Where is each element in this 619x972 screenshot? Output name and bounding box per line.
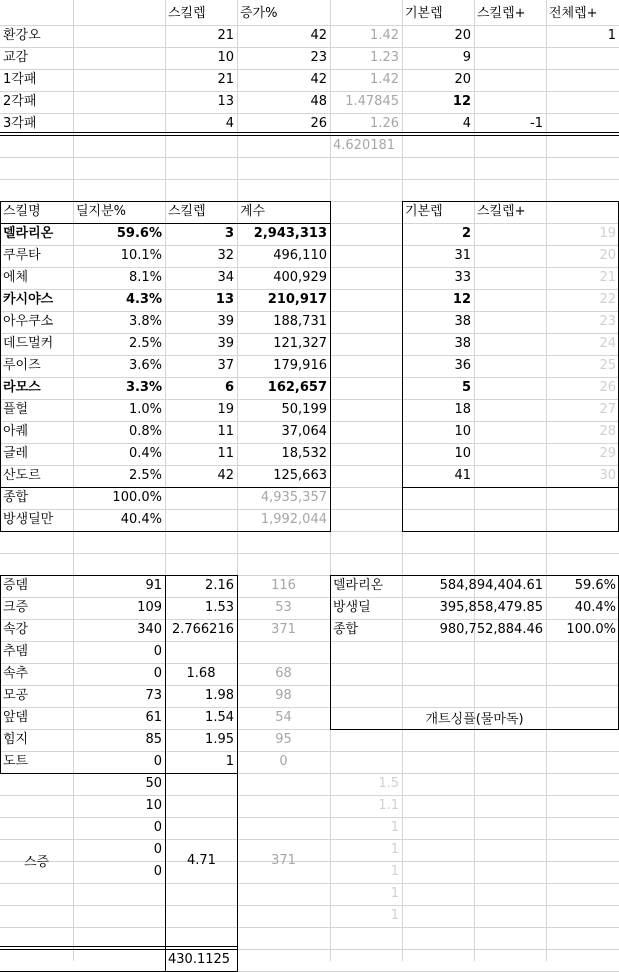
- cell-r20-f[interactable]: 10: [454, 446, 471, 461]
- cell-r30-a[interactable]: 속추: [3, 666, 29, 681]
- cell-r38-b[interactable]: 0: [153, 842, 162, 857]
- chudem-value-text: 68: [275, 665, 292, 681]
- cell-r16-d[interactable]: 179,916: [273, 358, 327, 373]
- cell-r13-f[interactable]: 12: [452, 292, 471, 307]
- cell-r33-d[interactable]: 95: [275, 732, 292, 747]
- cell-r18-d[interactable]: 50,199: [281, 402, 327, 417]
- cell-r15-d[interactable]: 121,327: [273, 336, 327, 351]
- cell-r26-a[interactable]: 증뎀: [3, 578, 29, 593]
- cell-r5-e[interactable]: 1.26: [370, 116, 399, 131]
- cell-r16-c[interactable]: 37: [217, 358, 234, 373]
- cell-r4-a[interactable]: 2각패: [3, 94, 37, 109]
- cell-r34-a[interactable]: 도트: [3, 754, 29, 769]
- cell-r14-h[interactable]: 23: [599, 314, 616, 329]
- cell-r27-b[interactable]: 109: [137, 600, 162, 615]
- cell-r36-b[interactable]: 10: [145, 798, 162, 813]
- cell-r20-c[interactable]: 11: [217, 446, 234, 461]
- cell-r12-f[interactable]: 33: [454, 270, 471, 285]
- cell-r27-e[interactable]: 방생딜: [333, 600, 371, 615]
- cell-r37-b[interactable]: 0: [153, 820, 162, 835]
- cell-r1-h[interactable]: 1: [607, 28, 616, 43]
- cell-r34-c[interactable]: 1: [225, 754, 234, 769]
- cell-r31-d[interactable]: 98: [275, 688, 292, 703]
- cell-r1-c[interactable]: 21: [217, 28, 234, 43]
- cell-r21-f[interactable]: 41: [454, 468, 471, 483]
- cell-r19-c[interactable]: 11: [217, 424, 234, 439]
- cell-r15-b[interactable]: 2.5%: [128, 336, 162, 351]
- cell-r3-e[interactable]: 1.42: [370, 72, 399, 87]
- cell-r21-b[interactable]: 2.5%: [128, 468, 162, 483]
- cell-r14-c[interactable]: 39: [217, 314, 234, 329]
- cell-r20-b[interactable]: 0.4%: [128, 446, 162, 461]
- cell-r5-a[interactable]: 3각패: [3, 116, 37, 131]
- cell-r19-a[interactable]: 아퀘: [3, 424, 29, 439]
- cell-r9-c[interactable]: 스킬렙: [168, 204, 206, 219]
- cell-r0-h[interactable]: 전체렙+: [549, 6, 598, 21]
- note-text: 개트싱플(물마독): [425, 711, 524, 727]
- cell-r21-h[interactable]: 30: [599, 468, 616, 483]
- cell-r2-e[interactable]: 1.23: [370, 50, 399, 65]
- cell-r11-b[interactable]: 10.1%: [120, 248, 162, 263]
- cell-r38-e[interactable]: 1: [390, 842, 399, 857]
- cell-r31-c[interactable]: 1.98: [205, 688, 234, 703]
- cell-r4-c[interactable]: 13: [217, 94, 234, 109]
- cell-r2-c[interactable]: 10: [217, 50, 234, 65]
- cell-r34-d[interactable]: 0: [279, 754, 288, 769]
- cell-note[interactable]: [330, 695, 619, 739]
- cell-r15-f[interactable]: 38: [454, 336, 471, 351]
- cell-r28-e[interactable]: 종합: [333, 622, 359, 637]
- cell-r27-fg[interactable]: 395,858,479.85: [439, 600, 543, 615]
- cell-r39-b[interactable]: 0: [153, 864, 162, 879]
- cell-r1-a[interactable]: 환강오: [3, 28, 41, 43]
- cell-r11-h[interactable]: 20: [599, 248, 616, 263]
- cell-r33-a[interactable]: 힘지: [3, 732, 29, 747]
- cell-r12-a[interactable]: 에체: [3, 270, 29, 285]
- stat-label-text: 스증: [23, 854, 50, 870]
- cell-r32-a[interactable]: 앞뎀: [3, 710, 29, 725]
- cell-r13-h[interactable]: 22: [599, 292, 616, 307]
- cell-r31-a[interactable]: 모공: [3, 688, 29, 703]
- cell-r16-a[interactable]: 루이즈: [3, 358, 41, 373]
- cell-r26-h[interactable]: 59.6%: [574, 578, 616, 593]
- cell-r1-e[interactable]: 1.42: [370, 28, 399, 43]
- cell-r5-d[interactable]: 26: [310, 116, 327, 131]
- cell-r0-c[interactable]: 스킬렙: [168, 6, 206, 21]
- cell-r12-b[interactable]: 8.1%: [128, 270, 162, 285]
- cell-r28-b[interactable]: 340: [137, 622, 162, 637]
- cell-r9-g[interactable]: 스킬렙+: [477, 204, 526, 219]
- cell-r3-f[interactable]: 20: [454, 72, 471, 87]
- cell-r18-b[interactable]: 1.0%: [128, 402, 162, 417]
- cell-r11-c[interactable]: 32: [217, 248, 234, 263]
- cell-r16-b[interactable]: 3.6%: [128, 358, 162, 373]
- cell-r2-a[interactable]: 교감: [3, 50, 29, 65]
- cell-r17-a[interactable]: 라모스: [3, 380, 41, 395]
- cell-r33-c[interactable]: 1.95: [205, 732, 234, 747]
- cell-r0-f[interactable]: 기본렙: [405, 6, 443, 21]
- cell-r16-h[interactable]: 25: [599, 358, 616, 373]
- cell-r10-d[interactable]: 2,943,313: [253, 226, 327, 241]
- cell-r18-f[interactable]: 18: [454, 402, 471, 417]
- cell-r37-e[interactable]: 1: [390, 820, 399, 835]
- cell-r9-d[interactable]: 계수: [240, 204, 266, 219]
- cell-r23-a[interactable]: 방생딜만: [3, 512, 54, 527]
- stat-value-text: 371: [271, 852, 296, 868]
- cell-r17-b[interactable]: 3.3%: [125, 380, 162, 395]
- cell-r39-e[interactable]: 1: [390, 864, 399, 879]
- cell-r21-a[interactable]: 산도르: [3, 468, 41, 483]
- cell-stat-multiplier[interactable]: [165, 783, 237, 937]
- cell-r20-d[interactable]: 18,532: [281, 446, 327, 461]
- cell-r27-a[interactable]: 크증: [3, 600, 29, 615]
- cell-r5-g[interactable]: -1: [530, 116, 543, 131]
- cell-r35-e[interactable]: 1.5: [378, 776, 399, 791]
- cell-r35-b[interactable]: 50: [145, 776, 162, 791]
- cell-r19-h[interactable]: 28: [599, 424, 616, 439]
- cell-r9-a[interactable]: 스킬명: [3, 204, 41, 219]
- cell-r21-d[interactable]: 125,663: [273, 468, 327, 483]
- cell-r28-a[interactable]: 속강: [3, 622, 29, 637]
- cell-r19-b[interactable]: 0.8%: [128, 424, 162, 439]
- cell-r13-b[interactable]: 4.3%: [125, 292, 162, 307]
- cell-r26-c[interactable]: 2.16: [205, 578, 234, 593]
- cell-r18-a[interactable]: 플헐: [3, 402, 29, 417]
- cell-r3-c[interactable]: 21: [217, 72, 234, 87]
- cell-r17-c[interactable]: 6: [224, 380, 234, 395]
- cell-r14-a[interactable]: 아우쿠소: [3, 314, 54, 329]
- cell-r6-e[interactable]: 4.620181: [333, 138, 396, 153]
- cell-r9-f[interactable]: 기본렙: [405, 204, 443, 219]
- cell-r10-h[interactable]: 19: [599, 226, 616, 241]
- cell-r40-e[interactable]: 1: [390, 886, 399, 901]
- cell-r22-b[interactable]: 100.0%: [112, 490, 162, 505]
- cell-r28-c[interactable]: 2.766216: [171, 622, 234, 637]
- cell-r28-fg[interactable]: 980,752,884.46: [439, 622, 543, 637]
- stat-multiplier-text: 4.71: [187, 852, 216, 868]
- cell-r4-e[interactable]: 1.47845: [345, 94, 399, 109]
- cell-r23-b[interactable]: 40.4%: [120, 512, 162, 527]
- cell-r17-d[interactable]: 162,657: [267, 380, 327, 395]
- cell-r27-c[interactable]: 1.53: [205, 600, 234, 615]
- cell-r18-c[interactable]: 19: [217, 402, 234, 417]
- cell-r36-e[interactable]: 1.1: [378, 798, 399, 813]
- cell-r10-a[interactable]: 델라리온: [3, 226, 54, 241]
- cell-r2-f[interactable]: 9: [462, 50, 471, 65]
- cell-r33-b[interactable]: 85: [145, 732, 162, 747]
- cell-r14-d[interactable]: 188,731: [273, 314, 327, 329]
- cell-r0-d[interactable]: 증가%: [240, 6, 278, 21]
- cell-r5-f[interactable]: 4: [462, 116, 471, 131]
- cell-r21-c[interactable]: 42: [217, 468, 234, 483]
- cell-r34-b[interactable]: 0: [153, 754, 162, 769]
- cell-r4-f[interactable]: 12: [452, 94, 471, 109]
- cell-r11-d[interactable]: 496,110: [273, 248, 327, 263]
- cell-r3-d[interactable]: 42: [310, 72, 327, 87]
- cell-r11-a[interactable]: 쿠루타: [3, 248, 41, 263]
- cell-r27-h[interactable]: 40.4%: [574, 600, 616, 615]
- cell-r14-b[interactable]: 3.8%: [128, 314, 162, 329]
- cell-r26-d[interactable]: 116: [271, 578, 296, 593]
- cell-r13-a[interactable]: 카시야스: [3, 292, 54, 307]
- cell-r20-a[interactable]: 글레: [3, 446, 29, 461]
- cell-r22-d[interactable]: 4,935,357: [260, 490, 327, 505]
- cell-r1-f[interactable]: 20: [454, 28, 471, 43]
- cell-r29-a[interactable]: 추뎀: [3, 644, 29, 659]
- cell-chudem-multiplier[interactable]: [165, 651, 237, 695]
- cell-r15-c[interactable]: 39: [217, 336, 234, 351]
- cell-r26-b[interactable]: 91: [145, 578, 162, 593]
- cell-r19-d[interactable]: 37,064: [281, 424, 327, 439]
- cell-r26-fg[interactable]: 584,894,404.61: [439, 578, 543, 593]
- cell-r30-b[interactable]: 0: [153, 666, 162, 681]
- cell-r1-d[interactable]: 42: [310, 28, 327, 43]
- cell-r41-e[interactable]: 1: [390, 908, 399, 923]
- cell-r12-d[interactable]: 400,929: [273, 270, 327, 285]
- cell-r17-h[interactable]: 26: [599, 380, 616, 395]
- cell-r32-b[interactable]: 61: [145, 710, 162, 725]
- cell-r15-a[interactable]: 데드멀커: [3, 336, 54, 351]
- cell-r26-e[interactable]: 델라리온: [333, 578, 384, 593]
- cell-r22-a[interactable]: 종합: [3, 490, 29, 505]
- cell-r32-d[interactable]: 54: [275, 710, 292, 725]
- cell-r5-c[interactable]: 4: [225, 116, 234, 131]
- cell-r10-b[interactable]: 59.6%: [116, 226, 162, 241]
- cell-r19-f[interactable]: 10: [454, 424, 471, 439]
- cell-r2-d[interactable]: 23: [310, 50, 327, 65]
- cell-r23-d[interactable]: 1,992,044: [260, 512, 327, 527]
- cell-r29-b[interactable]: 0: [153, 644, 162, 659]
- cell-r28-d[interactable]: 371: [271, 622, 296, 637]
- cell-r20-h[interactable]: 29: [599, 446, 616, 461]
- cell-r27-d[interactable]: 53: [275, 600, 292, 615]
- cell-r0-g[interactable]: 스킬렙+: [477, 6, 526, 21]
- cell-r10-c[interactable]: 3: [224, 226, 234, 241]
- cell-r32-c[interactable]: 1.54: [205, 710, 234, 725]
- cell-chudem-value[interactable]: [237, 651, 330, 695]
- cell-r10-f[interactable]: 2: [461, 226, 471, 241]
- cell-stat-value[interactable]: [237, 783, 330, 937]
- cell-r9-b[interactable]: 딜지분%: [76, 204, 127, 219]
- cell-r13-d[interactable]: 210,917: [267, 292, 327, 307]
- cell-r11-f[interactable]: 31: [454, 248, 471, 263]
- cell-r4-d[interactable]: 48: [310, 94, 327, 109]
- cell-r16-f[interactable]: 36: [454, 358, 471, 373]
- cell-r3-a[interactable]: 1각패: [3, 72, 37, 87]
- cell-r28-h[interactable]: 100.0%: [566, 622, 616, 637]
- cell-r15-h[interactable]: 24: [599, 336, 616, 351]
- cell-r13-c[interactable]: 13: [215, 292, 234, 307]
- cell-r17-f[interactable]: 5: [461, 380, 471, 395]
- cell-r14-f[interactable]: 38: [454, 314, 471, 329]
- chudem-multiplier-text: 1.68: [186, 665, 216, 681]
- cell-r31-b[interactable]: 73: [145, 688, 162, 703]
- cell-r18-h[interactable]: 27: [599, 402, 616, 417]
- cell-r12-h[interactable]: 21: [599, 270, 616, 285]
- cell-r43-c[interactable]: 430.1125: [168, 952, 231, 967]
- cell-r12-c[interactable]: 34: [217, 270, 234, 285]
- cell-stat-label[interactable]: [0, 783, 73, 937]
